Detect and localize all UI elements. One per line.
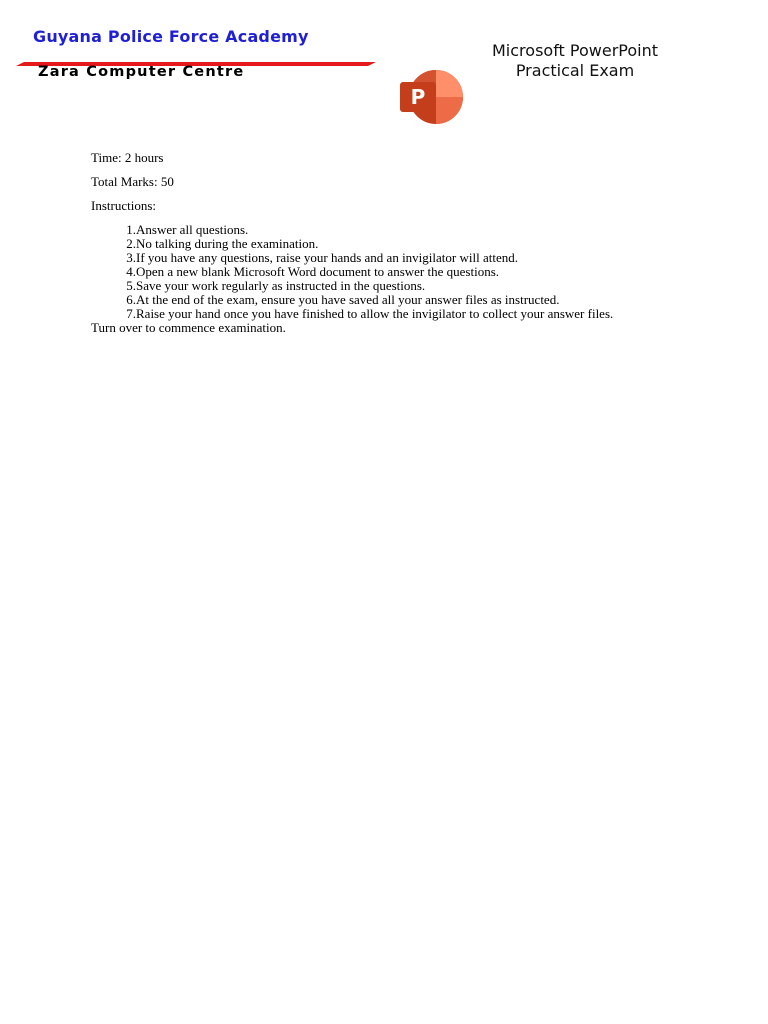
list-item — [91, 237, 671, 251]
turn-over-note: Turn over to commence examination. — [91, 320, 286, 335]
list-item — [91, 251, 671, 265]
list-item-number: 7. — [126, 306, 136, 321]
list-item-text: Open a new blank Microsoft Word document to answer the questions. — [136, 264, 499, 279]
instructions-list — [91, 223, 671, 321]
computer-centre-name: Zara Computer Centre — [38, 64, 245, 80]
list-item-number: 3. — [126, 250, 136, 265]
list-item-text: Answer all questions. — [136, 222, 249, 237]
list-item-text: Raise your hand once you have finished to allow the invigilator to collect your answer files. — [136, 306, 614, 321]
powerpoint-logo-icon — [398, 68, 472, 126]
list-item — [91, 279, 671, 293]
exam-total-marks: Total Marks: 50 — [91, 174, 174, 189]
powerpoint-logo-letter: P — [410, 85, 426, 109]
exam-title-line-1: Microsoft PowerPoint — [492, 41, 658, 60]
academy-name: Guyana Police Force Academy — [33, 27, 309, 46]
list-item-text: If you have any questions, raise your hands and an invigilator will attend. — [136, 250, 518, 265]
list-item-number: 2. — [126, 236, 136, 251]
list-item-number: 4. — [126, 264, 136, 279]
list-item — [91, 307, 671, 321]
list-item-number: 6. — [126, 292, 136, 307]
exam-title-line-2: Practical Exam — [515, 61, 635, 80]
instructions-heading: Instructions: — [91, 198, 156, 213]
list-item-text: At the end of the exam, ensure you have saved all your answer files as instructed. — [136, 292, 560, 307]
list-item-text: Save your work regularly as instructed in the questions. — [136, 278, 426, 293]
list-item — [91, 223, 671, 237]
exam-body — [91, 150, 671, 335]
list-item-number: 1. — [126, 222, 136, 237]
exam-time: Time: 2 hours — [91, 150, 164, 165]
list-item — [91, 265, 671, 279]
list-item-number: 5. — [126, 278, 136, 293]
list-item — [91, 293, 671, 307]
list-item-text: No talking during the examination. — [136, 236, 319, 251]
exam-title — [465, 41, 685, 81]
